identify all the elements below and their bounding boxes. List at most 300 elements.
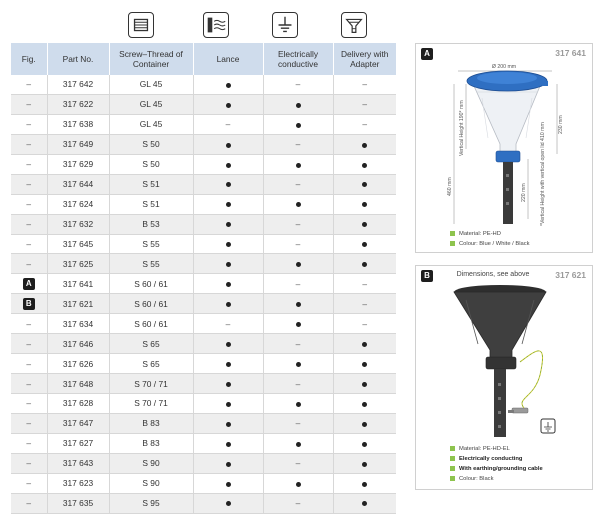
conductive-dot-icon xyxy=(296,482,301,487)
panel-a-badge: A xyxy=(421,48,433,60)
conductive-dash: – xyxy=(295,458,301,469)
cell-adapter xyxy=(333,473,396,493)
cell-part-no xyxy=(47,413,109,433)
part-number: 317 621 xyxy=(62,298,94,309)
part-number: 317 643 xyxy=(62,458,94,469)
cell-conductive xyxy=(263,394,333,414)
lance-dot-icon xyxy=(226,362,231,367)
cell-adapter xyxy=(333,394,396,414)
panel-b-badge: B xyxy=(421,270,433,282)
thread-value: B 83 xyxy=(142,438,160,449)
cell-fig xyxy=(11,154,47,174)
lance-icon xyxy=(203,12,229,38)
cell-fig xyxy=(11,194,47,214)
header-part-no: Part No. xyxy=(47,43,109,75)
cell-adapter xyxy=(333,134,396,154)
panel-a-spec-material xyxy=(450,231,501,237)
panel-a-spec-material-text: Material: PE-HD xyxy=(459,231,501,238)
cell-thread xyxy=(109,294,193,314)
part-number: 317 625 xyxy=(62,258,94,269)
cell-adapter xyxy=(333,194,396,214)
spec-bullet-icon xyxy=(450,456,455,461)
cell-adapter xyxy=(333,114,396,134)
cell-thread xyxy=(109,134,193,154)
cell-thread xyxy=(109,473,193,493)
cell-thread xyxy=(109,493,193,513)
conductive-dash: – xyxy=(295,238,301,249)
cell-part-no xyxy=(47,334,109,354)
cell-fig xyxy=(11,274,47,294)
conductive-dot-icon xyxy=(296,163,301,168)
conductive-dash: – xyxy=(295,179,301,190)
cell-part-no xyxy=(47,134,109,154)
thread-value: GL 45 xyxy=(139,99,163,110)
cell-adapter xyxy=(333,294,396,314)
part-number: 317 645 xyxy=(62,238,94,249)
lance-dot-icon xyxy=(226,83,231,88)
conductive-dot-icon xyxy=(296,402,301,407)
cell-adapter xyxy=(333,154,396,174)
cell-lance xyxy=(193,314,263,334)
cell-lance xyxy=(193,214,263,234)
part-number: 317 641 xyxy=(62,278,94,289)
cell-part-no xyxy=(47,194,109,214)
cell-adapter xyxy=(333,453,396,473)
part-number: 317 648 xyxy=(62,378,94,389)
thread-value: S 60 / 61 xyxy=(134,278,168,289)
lance-dot-icon xyxy=(226,422,231,427)
table-row xyxy=(11,394,396,414)
table-row xyxy=(11,154,396,174)
cell-lance xyxy=(193,154,263,174)
thread-value: B 83 xyxy=(142,418,160,429)
panel-b-heading: Dimensions, see above xyxy=(456,271,530,278)
fig-dash: – xyxy=(26,238,32,249)
cell-thread xyxy=(109,194,193,214)
cell-conductive xyxy=(263,354,333,374)
fig-dash: – xyxy=(26,378,32,389)
cell-fig xyxy=(11,493,47,513)
cell-fig xyxy=(11,334,47,354)
screw-thread-icon xyxy=(128,12,154,38)
cell-conductive xyxy=(263,433,333,453)
cell-adapter xyxy=(333,234,396,254)
cell-conductive xyxy=(263,75,333,94)
thread-value: S 60 / 61 xyxy=(134,318,168,329)
fig-badge: A xyxy=(23,278,35,290)
table-header-row xyxy=(11,43,396,75)
adapter-dot-icon xyxy=(362,202,367,207)
lance-dot-icon xyxy=(226,222,231,227)
product-panel-a xyxy=(415,43,593,253)
cell-thread xyxy=(109,254,193,274)
thread-value: S 65 xyxy=(142,358,160,369)
dim-vertical-190: Vertical Height 190* mm xyxy=(459,100,465,156)
conductive-dot-icon xyxy=(296,202,301,207)
spec-bullet-icon xyxy=(450,466,455,471)
part-number: 317 622 xyxy=(62,99,94,110)
cell-thread xyxy=(109,234,193,254)
cell-thread xyxy=(109,354,193,374)
lance-dot-icon xyxy=(226,462,231,467)
cell-thread xyxy=(109,433,193,453)
fig-dash: – xyxy=(26,119,32,130)
table-row xyxy=(11,314,396,334)
adapter-dot-icon xyxy=(362,143,367,148)
cell-conductive xyxy=(263,114,333,134)
panel-a-spec-colour-text: Colour: Blue / White / Black xyxy=(459,241,530,248)
cell-conductive xyxy=(263,134,333,154)
lance-dot-icon xyxy=(226,402,231,407)
panel-b-spec-conducting xyxy=(450,456,522,462)
table-row xyxy=(11,75,396,94)
cell-thread xyxy=(109,374,193,394)
header-conductive: Electrically conductive xyxy=(263,43,333,75)
thread-value: S 95 xyxy=(142,498,160,509)
fig-dash: – xyxy=(26,258,32,269)
header-lance: Lance xyxy=(193,43,263,75)
adapter-dash: – xyxy=(362,99,368,110)
thread-value: S 70 / 71 xyxy=(134,398,168,409)
adapter-dot-icon xyxy=(362,262,367,267)
conductive-dash: – xyxy=(295,418,301,429)
panel-b-spec-cable xyxy=(450,466,543,472)
cell-part-no xyxy=(47,254,109,274)
panel-b-spec-material xyxy=(450,446,510,452)
cell-conductive xyxy=(263,314,333,334)
part-number: 317 629 xyxy=(62,159,94,170)
cell-adapter xyxy=(333,314,396,334)
table-row xyxy=(11,374,396,394)
cell-conductive xyxy=(263,374,333,394)
adapter-dot-icon xyxy=(362,342,367,347)
lance-dot-icon xyxy=(226,282,231,287)
cell-adapter xyxy=(333,75,396,94)
cell-thread xyxy=(109,334,193,354)
cell-part-no xyxy=(47,493,109,513)
cell-conductive xyxy=(263,334,333,354)
cell-fig xyxy=(11,254,47,274)
cell-fig xyxy=(11,433,47,453)
conductive-dash: – xyxy=(295,139,301,150)
product-table xyxy=(11,43,396,514)
lance-dot-icon xyxy=(226,262,231,267)
cell-conductive xyxy=(263,493,333,513)
ground-icon xyxy=(272,12,298,38)
lance-dot-icon xyxy=(226,242,231,247)
adapter-dot-icon xyxy=(362,422,367,427)
table-row xyxy=(11,413,396,433)
table-row xyxy=(11,334,396,354)
thread-value: S 51 xyxy=(142,179,160,190)
cell-part-no xyxy=(47,453,109,473)
table-row xyxy=(11,473,396,493)
cell-part-no xyxy=(47,394,109,414)
part-number: 317 632 xyxy=(62,219,94,230)
cell-lance xyxy=(193,354,263,374)
lance-dot-icon xyxy=(226,382,231,387)
dim-diameter: Ø 200 mm xyxy=(491,64,517,70)
table-row xyxy=(11,214,396,234)
conductive-dash: – xyxy=(295,79,301,90)
dim-220: 220 mm xyxy=(521,183,527,202)
cell-thread xyxy=(109,154,193,174)
dim-vertical-410-line: *Vertical Height with vertical open lid 410 mm xyxy=(540,122,546,226)
cell-conductive xyxy=(263,254,333,274)
lance-dash: – xyxy=(225,318,231,329)
thread-value: S 60 / 61 xyxy=(134,298,168,309)
cell-adapter xyxy=(333,413,396,433)
cell-part-no xyxy=(47,433,109,453)
adapter-dot-icon xyxy=(362,442,367,447)
lance-dot-icon xyxy=(226,182,231,187)
cell-lance xyxy=(193,413,263,433)
cell-part-no xyxy=(47,214,109,234)
cell-lance xyxy=(193,94,263,114)
adapter-dot-icon xyxy=(362,501,367,506)
cell-adapter xyxy=(333,254,396,274)
fig-dash: – xyxy=(26,478,32,489)
panel-b-spec-colour xyxy=(450,476,493,482)
cell-thread xyxy=(109,94,193,114)
table-row xyxy=(11,134,396,154)
cell-part-no xyxy=(47,374,109,394)
part-number: 317 627 xyxy=(62,438,94,449)
cell-lance xyxy=(193,433,263,453)
cell-thread xyxy=(109,114,193,134)
cell-part-no xyxy=(47,75,109,94)
thread-value: S 51 xyxy=(142,199,160,210)
fig-dash: – xyxy=(26,498,32,509)
conductive-dot-icon xyxy=(296,442,301,447)
cell-fig xyxy=(11,134,47,154)
cell-fig xyxy=(11,374,47,394)
adapter-dot-icon xyxy=(362,163,367,168)
cell-adapter xyxy=(333,94,396,114)
fig-dash: – xyxy=(26,438,32,449)
cell-adapter xyxy=(333,354,396,374)
header-fig: Fig. xyxy=(11,43,47,75)
cell-part-no xyxy=(47,294,109,314)
panel-a-part-no: 317 641 xyxy=(555,48,586,58)
cell-fig xyxy=(11,314,47,334)
spec-bullet-icon xyxy=(450,446,455,451)
table-row xyxy=(11,174,396,194)
cell-part-no xyxy=(47,114,109,134)
cell-fig xyxy=(11,234,47,254)
fig-badge: B xyxy=(23,298,35,310)
cell-conductive xyxy=(263,473,333,493)
fig-dash: – xyxy=(26,159,32,170)
cell-lance xyxy=(193,493,263,513)
cell-adapter xyxy=(333,334,396,354)
thread-value: S 50 xyxy=(142,139,160,150)
cell-conductive xyxy=(263,174,333,194)
part-number: 317 623 xyxy=(62,478,94,489)
conductive-dash: – xyxy=(295,498,301,509)
cell-lance xyxy=(193,114,263,134)
part-number: 317 642 xyxy=(62,79,94,90)
cell-part-no xyxy=(47,274,109,294)
cell-adapter xyxy=(333,174,396,194)
cell-conductive xyxy=(263,194,333,214)
conductive-dot-icon xyxy=(296,123,301,128)
table-row xyxy=(11,254,396,274)
thread-value: S 70 / 71 xyxy=(134,378,168,389)
cell-fig xyxy=(11,294,47,314)
cell-lance xyxy=(193,394,263,414)
adapter-dot-icon xyxy=(362,482,367,487)
cell-fig xyxy=(11,453,47,473)
cell-fig xyxy=(11,214,47,234)
cell-fig xyxy=(11,174,47,194)
adapter-dot-icon xyxy=(362,362,367,367)
table-row xyxy=(11,493,396,513)
adapter-dash: – xyxy=(362,119,368,130)
cell-adapter xyxy=(333,214,396,234)
cell-fig xyxy=(11,354,47,374)
lance-dot-icon xyxy=(226,302,231,307)
conductive-dash: – xyxy=(295,378,301,389)
funnel-adapter-icon xyxy=(341,12,367,38)
funnel-a-illustration xyxy=(416,54,592,232)
conductive-dot-icon xyxy=(296,362,301,367)
conductive-dash: – xyxy=(295,338,301,349)
cell-thread xyxy=(109,174,193,194)
adapter-dash: – xyxy=(362,79,368,90)
cell-adapter xyxy=(333,274,396,294)
dim-vertical-410 xyxy=(540,122,546,226)
conductive-dot-icon xyxy=(296,302,301,307)
table-row xyxy=(11,294,396,314)
lance-dot-icon xyxy=(226,501,231,506)
adapter-dash: – xyxy=(362,318,368,329)
cell-thread xyxy=(109,274,193,294)
cell-part-no xyxy=(47,234,109,254)
conductive-dot-icon xyxy=(296,103,301,108)
cell-conductive xyxy=(263,413,333,433)
table-row xyxy=(11,354,396,374)
part-number: 317 649 xyxy=(62,139,94,150)
adapter-dot-icon xyxy=(362,242,367,247)
cell-part-no xyxy=(47,314,109,334)
adapter-dot-icon xyxy=(362,222,367,227)
table-row xyxy=(11,114,396,134)
fig-dash: – xyxy=(26,338,32,349)
adapter-dash: – xyxy=(362,278,368,289)
panel-b-part-no: 317 621 xyxy=(555,270,586,280)
header-adapter: Delivery with Adapter xyxy=(333,43,396,75)
part-number: 317 626 xyxy=(62,358,94,369)
conductive-dash: – xyxy=(295,219,301,230)
spec-bullet-icon xyxy=(450,241,455,246)
cell-lance xyxy=(193,254,263,274)
adapter-dot-icon xyxy=(362,182,367,187)
part-number: 317 646 xyxy=(62,338,94,349)
thread-value: S 55 xyxy=(142,258,160,269)
fig-dash: – xyxy=(26,318,32,329)
cell-conductive xyxy=(263,214,333,234)
adapter-dot-icon xyxy=(362,402,367,407)
cell-thread xyxy=(109,413,193,433)
dim-230: 230 mm xyxy=(558,115,564,134)
fig-dash: – xyxy=(26,398,32,409)
cell-thread xyxy=(109,453,193,473)
cell-thread xyxy=(109,214,193,234)
cell-lance xyxy=(193,274,263,294)
cell-conductive xyxy=(263,294,333,314)
table-row xyxy=(11,194,396,214)
cell-lance xyxy=(193,174,263,194)
header-thread: Screw–Thread of Container xyxy=(109,43,193,75)
conductive-dot-icon xyxy=(296,262,301,267)
cell-lance xyxy=(193,234,263,254)
table-row xyxy=(11,94,396,114)
conductive-dot-icon xyxy=(296,322,301,327)
fig-dash: – xyxy=(26,199,32,210)
fig-dash: – xyxy=(26,358,32,369)
cell-part-no xyxy=(47,154,109,174)
thread-value: B 53 xyxy=(142,219,160,230)
thread-value: S 65 xyxy=(142,338,160,349)
panel-a-spec-colour xyxy=(450,241,530,247)
part-number: 317 644 xyxy=(62,179,94,190)
cell-thread xyxy=(109,314,193,334)
cell-part-no xyxy=(47,94,109,114)
lance-dot-icon xyxy=(226,103,231,108)
cell-part-no xyxy=(47,354,109,374)
part-number: 317 624 xyxy=(62,199,94,210)
cell-conductive xyxy=(263,94,333,114)
thread-value: S 50 xyxy=(142,159,160,170)
part-number: 317 647 xyxy=(62,418,94,429)
fig-dash: – xyxy=(26,79,32,90)
spec-bullet-icon xyxy=(450,231,455,236)
cell-lance xyxy=(193,294,263,314)
cell-lance xyxy=(193,134,263,154)
thread-value: GL 45 xyxy=(139,79,163,90)
fig-dash: – xyxy=(26,99,32,110)
product-panel-b xyxy=(415,265,593,490)
adapter-dash: – xyxy=(362,298,368,309)
cell-fig xyxy=(11,75,47,94)
panel-b-spec-cable-text: With earthing/grounding cable xyxy=(459,466,543,473)
cell-part-no xyxy=(47,473,109,493)
panel-b-spec-colour-text: Colour: Black xyxy=(459,476,494,483)
fig-dash: – xyxy=(26,179,32,190)
cell-fig xyxy=(11,94,47,114)
panel-b-spec-material-text: Material: PE-HD-EL xyxy=(459,446,510,453)
cell-conductive xyxy=(263,154,333,174)
fig-dash: – xyxy=(26,139,32,150)
lance-dot-icon xyxy=(226,202,231,207)
conductive-dash: – xyxy=(295,278,301,289)
cell-conductive xyxy=(263,234,333,254)
thread-value: S 90 xyxy=(142,478,160,489)
table-row xyxy=(11,433,396,453)
cell-adapter xyxy=(333,433,396,453)
fig-dash: – xyxy=(26,458,32,469)
cell-part-no xyxy=(47,174,109,194)
part-number: 317 635 xyxy=(62,498,94,509)
cell-fig xyxy=(11,114,47,134)
table-row xyxy=(11,274,396,294)
cell-fig xyxy=(11,473,47,493)
lance-dash: – xyxy=(225,119,231,130)
thread-value: S 55 xyxy=(142,238,160,249)
cell-lance xyxy=(193,473,263,493)
cell-fig xyxy=(11,413,47,433)
